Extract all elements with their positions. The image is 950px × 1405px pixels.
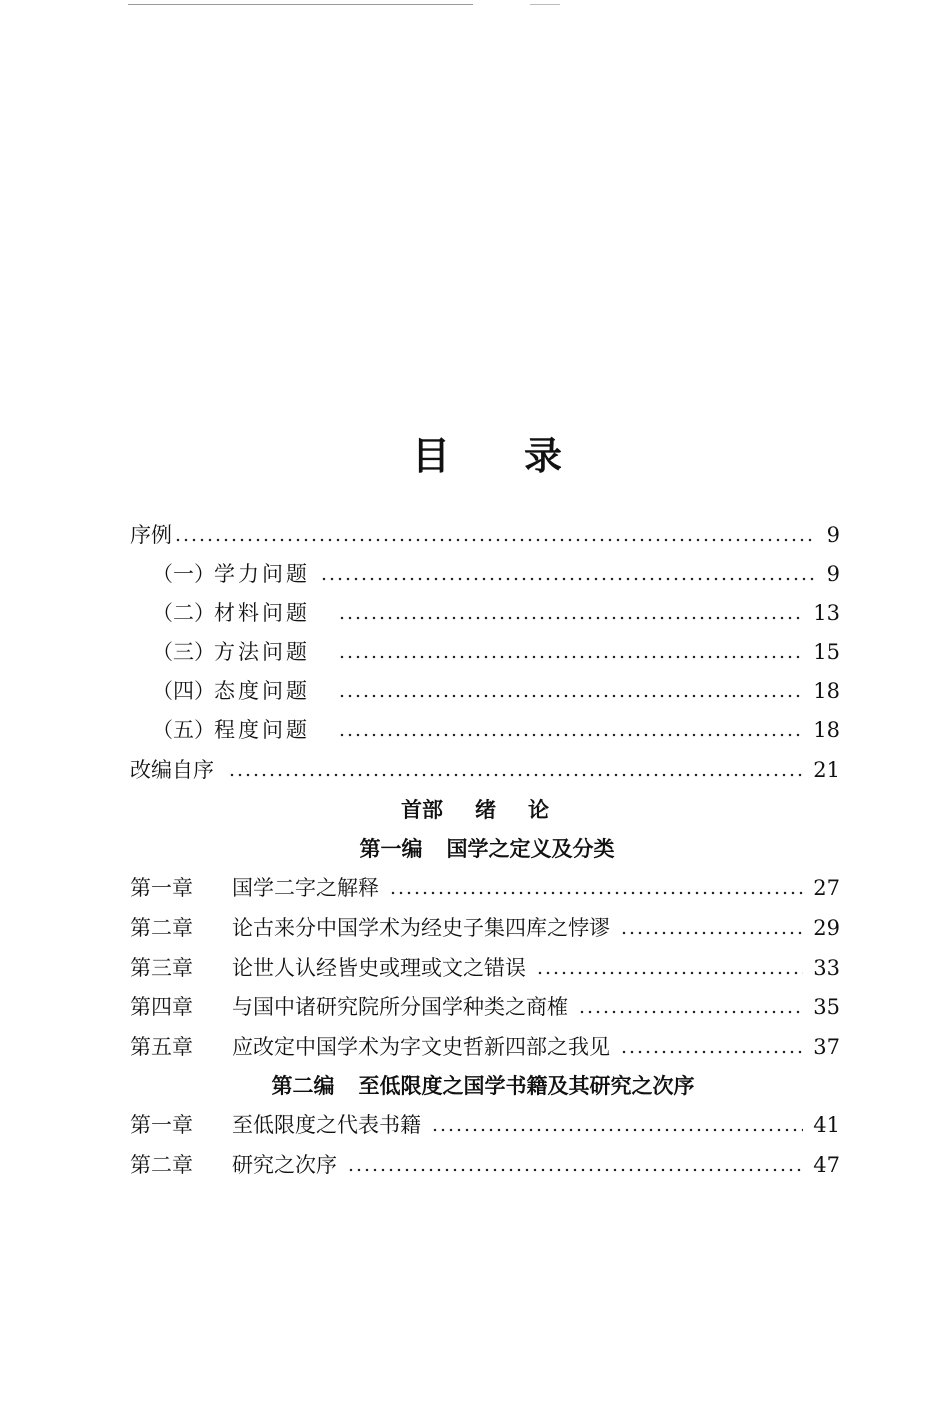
dot-leader	[338, 733, 803, 737]
part-title-char-1: 绪	[475, 798, 496, 822]
toc-page-number: 27	[813, 876, 840, 900]
toc-item-number: （二）	[152, 601, 215, 625]
page-title-char-1: 目	[412, 434, 451, 478]
toc-item-number: （三）	[152, 640, 215, 664]
dot-leader	[578, 1010, 803, 1014]
chapter-title: 至低限度之代表书籍	[232, 1113, 421, 1137]
book-heading-1	[12, 832, 950, 866]
scan-edge-mark	[530, 4, 560, 5]
toc-page-number: 21	[813, 758, 840, 782]
scan-edge-line	[128, 4, 473, 5]
chapter-title: 论世人认经皆史或理或文之错误	[232, 956, 526, 980]
chapter-number: 第五章	[130, 1035, 193, 1059]
toc-page-number: 9	[826, 562, 840, 586]
toc-page-number: 13	[813, 601, 840, 625]
book-number: 第一编	[359, 836, 423, 861]
toc-page-number: 41	[813, 1113, 840, 1137]
dot-leader	[536, 971, 803, 975]
toc-entry-preface-item-3[interactable]	[152, 635, 840, 669]
dot-leader	[389, 891, 803, 895]
chapter-title: 国学二字之解释	[232, 876, 379, 900]
toc-entry-book2-chapter-1[interactable]	[130, 1108, 840, 1142]
toc-entry-book1-chapter-2[interactable]	[130, 911, 840, 945]
book-title: 国学之定义及分类	[446, 836, 615, 861]
toc-entry-book2-chapter-2[interactable]	[130, 1148, 840, 1182]
toc-entry-title: 改编自序	[130, 758, 214, 782]
chapter-number: 第二章	[130, 916, 193, 940]
dot-leader	[620, 1050, 803, 1054]
toc-entry-title: 材料问题	[214, 601, 310, 625]
dot-leader	[620, 931, 803, 935]
part-name: 首部	[401, 798, 443, 822]
toc-page-number: 15	[813, 640, 840, 664]
chapter-number: 第二章	[130, 1153, 193, 1177]
chapter-number: 第一章	[130, 876, 193, 900]
dot-leader	[431, 1128, 803, 1132]
toc-page-number: 18	[813, 718, 840, 742]
toc-entry-preface-item-1[interactable]	[152, 557, 840, 591]
toc-item-number: （四）	[152, 679, 215, 703]
dot-leader	[228, 773, 803, 777]
chapter-number: 第三章	[130, 956, 193, 980]
page-title-char-2: 录	[524, 434, 563, 478]
toc-entry-title: 程度问题	[214, 718, 310, 742]
dot-leader	[174, 538, 816, 542]
chapter-title: 研究之次序	[232, 1153, 337, 1177]
toc-entry-book1-chapter-4[interactable]	[130, 990, 840, 1024]
toc-page-number: 33	[813, 956, 840, 980]
toc-entry-preface-item-5[interactable]	[152, 713, 840, 747]
toc-entry-book1-chapter-1[interactable]	[130, 871, 840, 905]
dot-leader	[338, 655, 803, 659]
chapter-title: 应改定中国学术为字文史哲新四部之我见	[232, 1035, 610, 1059]
dot-leader	[320, 577, 816, 581]
toc-page-number: 9	[826, 523, 840, 547]
dot-leader	[338, 616, 803, 620]
dot-leader	[347, 1168, 803, 1172]
toc-page-number: 35	[813, 995, 840, 1019]
toc-entry-revision-preface[interactable]	[130, 753, 840, 787]
toc-entry-title: 方法问题	[214, 640, 310, 664]
toc-entry-preface-item-4[interactable]	[152, 674, 840, 708]
toc-entry-book1-chapter-5[interactable]	[130, 1030, 840, 1064]
toc-page-number: 47	[813, 1153, 840, 1177]
book-title: 至低限度之国学书籍及其研究之次序	[358, 1073, 695, 1098]
toc-entry-title: 学力问题	[214, 562, 310, 586]
book-heading-2	[8, 1069, 950, 1103]
toc-entry-title: 态度问题	[214, 679, 310, 703]
part-heading	[0, 793, 950, 827]
book-number: 第二编	[271, 1073, 335, 1098]
part-title-char-2: 论	[528, 798, 549, 822]
toc-entry-title: 序例	[130, 523, 172, 547]
chapter-number: 第四章	[130, 995, 193, 1019]
toc-entry-preface[interactable]	[130, 518, 840, 552]
page-title	[0, 432, 950, 480]
toc-item-number: （一）	[152, 562, 215, 586]
toc-page-number: 37	[813, 1035, 840, 1059]
toc-page-number: 18	[813, 679, 840, 703]
toc-item-number: （五）	[152, 718, 215, 742]
chapter-title: 论古来分中国学术为经史子集四库之悖谬	[232, 916, 610, 940]
chapter-number: 第一章	[130, 1113, 193, 1137]
chapter-title: 与国中诸研究院所分国学种类之商榷	[232, 995, 568, 1019]
toc-page-number: 29	[813, 916, 840, 940]
toc-entry-preface-item-2[interactable]	[152, 596, 840, 630]
toc-entry-book1-chapter-3[interactable]	[130, 951, 840, 985]
dot-leader	[338, 694, 803, 698]
